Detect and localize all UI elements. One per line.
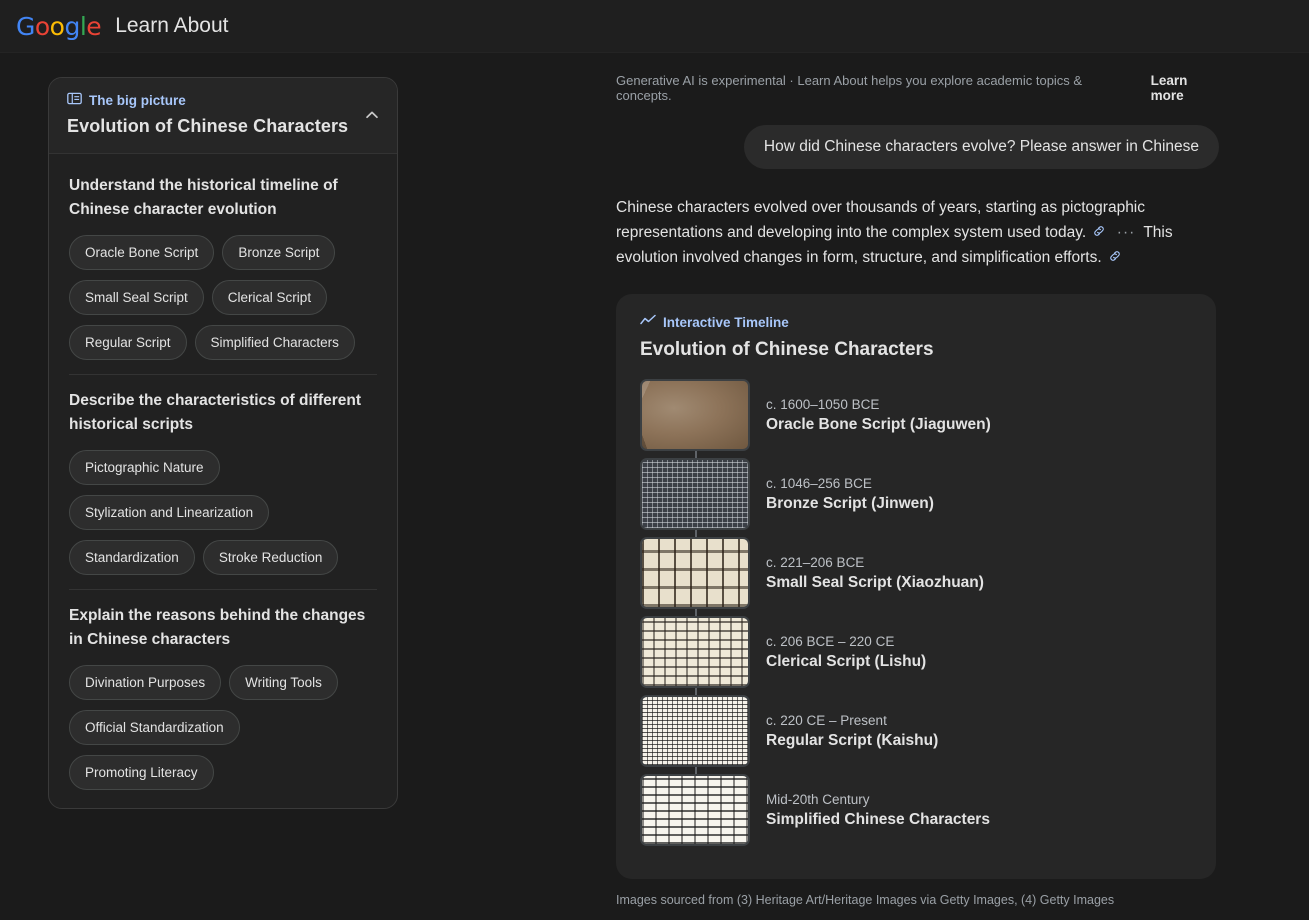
timeline-item-text bbox=[766, 713, 938, 750]
conversation-column bbox=[600, 53, 1309, 920]
chip-bronze-script[interactable]: Bronze Script bbox=[222, 235, 335, 270]
chip-regular-script[interactable]: Regular Script bbox=[69, 325, 187, 360]
timeline-item-name: Small Seal Script (Xiaozhuan) bbox=[766, 573, 984, 591]
app-title: Learn About bbox=[115, 14, 229, 37]
oracle-bone-thumbnail[interactable] bbox=[640, 379, 750, 451]
timeline-item-date: c. 221–206 BCE bbox=[766, 554, 865, 570]
chevron-up-icon[interactable] bbox=[363, 106, 381, 124]
chip-promoting-literacy[interactable]: Promoting Literacy bbox=[69, 755, 214, 790]
big-picture-header[interactable] bbox=[49, 78, 397, 154]
timeline-item[interactable] bbox=[640, 616, 1192, 688]
logo-letter-l: l bbox=[79, 11, 87, 41]
big-picture-section bbox=[69, 589, 377, 790]
section-question: Describe the characteristics of different historical scripts bbox=[69, 392, 362, 434]
logo-letter-o2: o bbox=[49, 11, 65, 41]
book-icon bbox=[67, 92, 82, 108]
timeline-item-date: c. 220 CE – Present bbox=[766, 712, 887, 728]
timeline-item-date: c. 206 BCE – 220 CE bbox=[766, 633, 895, 649]
chip-small-seal-script[interactable]: Small Seal Script bbox=[69, 280, 204, 315]
clerical-script-thumbnail[interactable] bbox=[640, 616, 750, 688]
timeline-item-name: Regular Script (Kaishu) bbox=[766, 731, 939, 749]
chip-stylization-and-linearization[interactable]: Stylization and Linearization bbox=[69, 495, 269, 530]
link-icon[interactable] bbox=[1092, 223, 1106, 242]
timeline-items bbox=[640, 379, 1192, 846]
assistant-answer bbox=[616, 195, 1219, 270]
page-body bbox=[0, 53, 1309, 920]
chip-divination-purposes[interactable]: Divination Purposes bbox=[69, 665, 221, 700]
timeline-item-date: Mid-20th Century bbox=[766, 791, 870, 807]
app-header bbox=[0, 0, 1309, 53]
chip-standardization[interactable]: Standardization bbox=[69, 540, 195, 575]
link-icon[interactable] bbox=[1108, 248, 1122, 267]
logo-letter-g1: G bbox=[16, 11, 35, 41]
chip-pictographic-nature[interactable]: Pictographic Nature bbox=[69, 450, 220, 485]
timeline-item-text bbox=[766, 792, 990, 829]
section-question: Explain the reasons behind the changes in Chinese characters bbox=[69, 607, 366, 649]
timeline-item-date: c. 1600–1050 BCE bbox=[766, 396, 880, 412]
timeline-icon bbox=[640, 314, 656, 330]
timeline-item[interactable] bbox=[640, 774, 1192, 846]
small-seal-script-thumbnail[interactable] bbox=[640, 537, 750, 609]
user-message-row bbox=[616, 125, 1219, 169]
timeline-eyebrow-label: Interactive Timeline bbox=[663, 314, 789, 330]
simplified-characters-thumbnail[interactable] bbox=[640, 774, 750, 846]
big-picture-section bbox=[69, 374, 377, 575]
answer-text-part1: Chinese characters evolved over thousands of years, starting as pictographic representations and developing into the complex system used today. bbox=[616, 199, 1146, 242]
chip-oracle-bone-script[interactable]: Oracle Bone Script bbox=[69, 235, 214, 270]
big-picture-eyebrow bbox=[67, 92, 379, 108]
interactive-timeline-card bbox=[616, 294, 1216, 879]
timeline-eyebrow bbox=[640, 314, 1192, 330]
google-logo bbox=[16, 12, 101, 41]
timeline-item-name: Simplified Chinese Characters bbox=[766, 810, 990, 828]
big-picture-section bbox=[69, 160, 377, 360]
left-column bbox=[0, 53, 600, 920]
timeline-item-date: c. 1046–256 BCE bbox=[766, 475, 872, 491]
ai-disclaimer: Generative AI is experimental · Learn About helps you explore academic topics & concepts. bbox=[616, 73, 1083, 103]
section-question: Understand the historical timeline of Chinese character evolution bbox=[69, 177, 338, 219]
chip-group bbox=[69, 235, 377, 360]
chip-writing-tools[interactable]: Writing Tools bbox=[229, 665, 338, 700]
timeline-item-text bbox=[766, 476, 934, 513]
learn-more-link[interactable]: Learn more bbox=[1150, 73, 1188, 103]
timeline-item-name: Clerical Script (Lishu) bbox=[766, 652, 927, 670]
regular-script-thumbnail[interactable] bbox=[640, 695, 750, 767]
logo-letter-e: e bbox=[86, 11, 102, 41]
chip-stroke-reduction[interactable]: Stroke Reduction bbox=[203, 540, 339, 575]
timeline-item[interactable] bbox=[640, 458, 1192, 530]
ellipsis-icon[interactable]: ··· bbox=[1116, 224, 1136, 242]
big-picture-body bbox=[49, 154, 397, 808]
chip-group bbox=[69, 665, 377, 790]
timeline-item-text bbox=[766, 397, 991, 434]
timeline-title: Evolution of Chinese Characters bbox=[640, 339, 934, 361]
timeline-item[interactable] bbox=[640, 537, 1192, 609]
timeline-item[interactable] bbox=[640, 695, 1192, 767]
big-picture-eyebrow-label: The big picture bbox=[89, 92, 186, 108]
chip-clerical-script[interactable]: Clerical Script bbox=[212, 280, 327, 315]
timeline-item-text bbox=[766, 555, 984, 592]
disclaimer-row bbox=[616, 73, 1219, 103]
timeline-item-name: Oracle Bone Script (Jiaguwen) bbox=[766, 415, 991, 433]
logo-letter-o1: o bbox=[34, 11, 50, 41]
user-message-bubble: How did Chinese characters evolve? Please answer in Chinese bbox=[744, 125, 1219, 169]
big-picture-card bbox=[48, 77, 398, 809]
timeline-item-text bbox=[766, 634, 926, 671]
image-sources-caption: Images sourced from (3) Heritage Art/Heritage Images via Getty Images, (4) Getty Images bbox=[616, 893, 1115, 908]
logo-letter-g2: g bbox=[64, 11, 80, 41]
chip-simplified-characters[interactable]: Simplified Characters bbox=[195, 325, 355, 360]
chip-group bbox=[69, 450, 377, 575]
chip-official-standardization[interactable]: Official Standardization bbox=[69, 710, 240, 745]
timeline-item-name: Bronze Script (Jinwen) bbox=[766, 494, 934, 512]
bronze-script-thumbnail[interactable] bbox=[640, 458, 750, 530]
big-picture-title: Evolution of Chinese Characters bbox=[67, 116, 349, 136]
timeline-item[interactable] bbox=[640, 379, 1192, 451]
answer-text-mid: This bbox=[1143, 224, 1173, 242]
answer-text-part2: evolution involved changes in form, structure, and simplification efforts. bbox=[616, 249, 1102, 267]
